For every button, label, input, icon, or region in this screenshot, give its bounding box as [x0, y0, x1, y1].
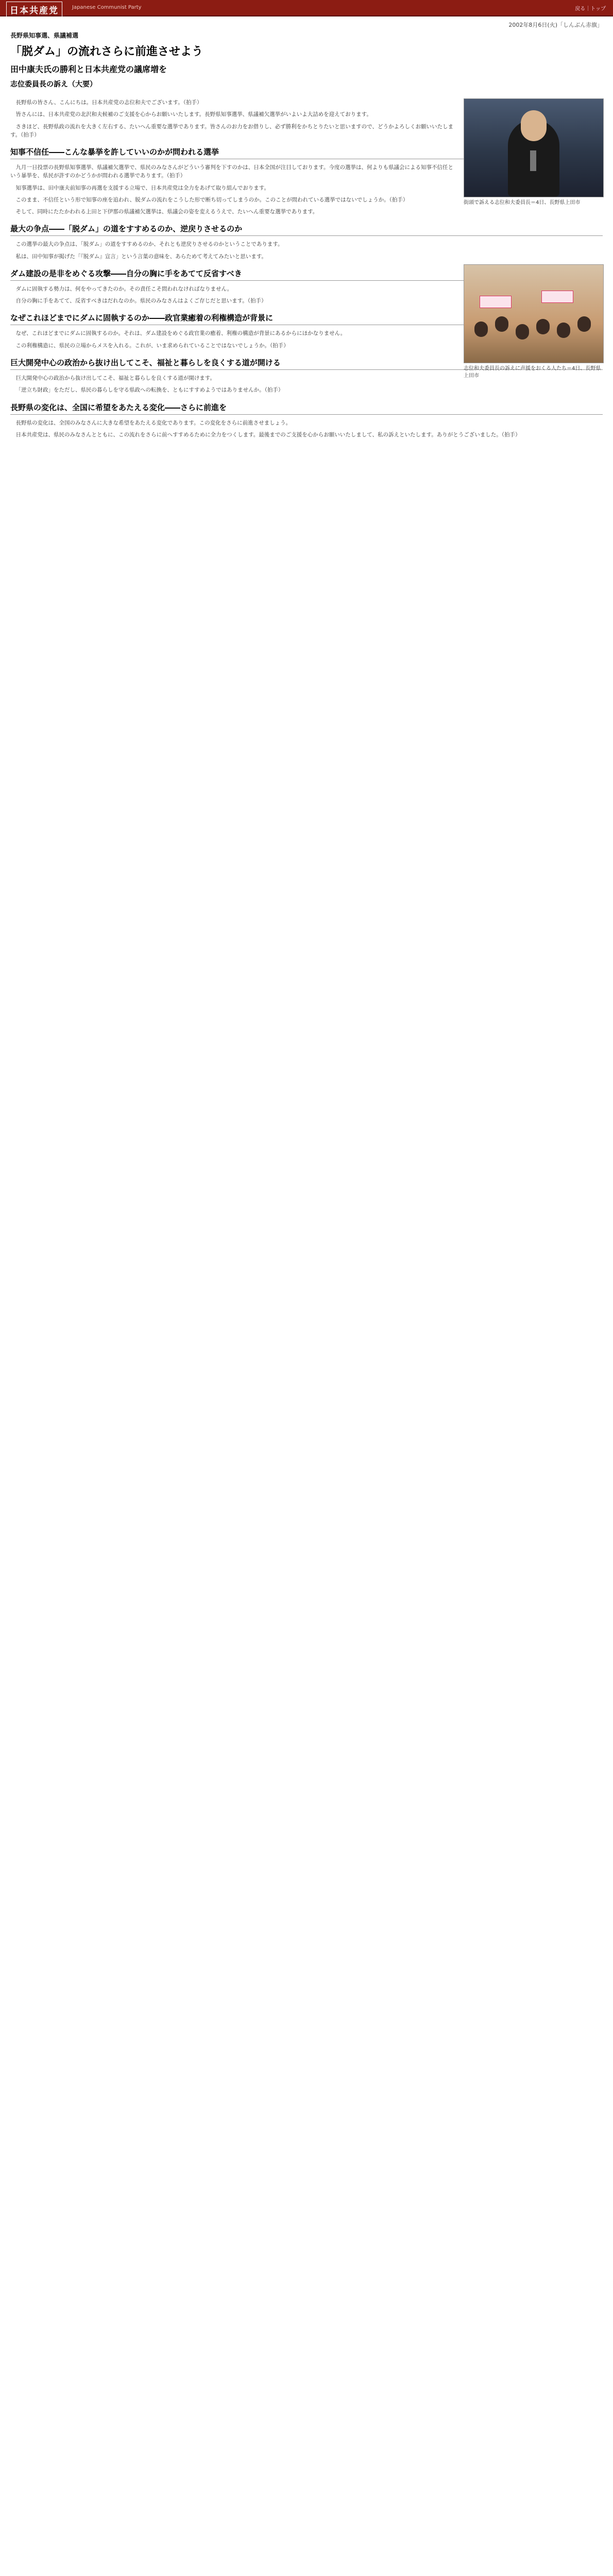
section-para: この利権構造に、県民の立場からメスを入れる。これが、いま求められていることではないでしょうか。（拍手）: [15, 342, 289, 349]
section-para: 自分の胸に手をあてて、反省すべきはだれなのか。県民のみなさんはよくご存じだと思います。（拍手）: [15, 298, 267, 304]
intro-para: さきほど、長野県政の流れを大きく左右する、たいへん重要な選挙であります。皆さんのお力をお借りし、必ず勝利をかちとりたいと思いますので、どうかよろしくお願いいたします。（拍手）: [10, 123, 453, 138]
photo-caption: 志位和夫委員長の訴えに声援をおくる人たち＝4日、長野県上田市: [464, 365, 601, 379]
photo-caption: 街頭で訴える志位和夫委員長＝4日、長野県上田市: [464, 200, 581, 206]
article-subtitle: 田中康夫氏の勝利と日本共産党の議席増を: [10, 64, 167, 74]
section-heading: 最大の争点――「脱ダム」の道をすすめるのか、逆戻りさせるのか: [10, 223, 603, 236]
crowd-photo: [464, 264, 604, 363]
article-speaker: 志位委員長の訴え（大要）: [10, 80, 97, 89]
section-para: 「逆立ち財政」をただし、県民の暮らしを守る県政への転換を、ともにすすめようではありませんか。（拍手）: [15, 387, 284, 394]
section-heading: 長野県の変化は、全国に希望をあたえる変化――さらに前進を: [10, 402, 603, 415]
section-para: このまま、不信任という形で知事の座を追われ、脱ダムの流れをこうした形で断ち切ってしまうのか。このことが問われている選挙ではないでしょうか。（拍手）: [15, 196, 408, 203]
intro-para: 皆さんには、日本共産党の北沢和夫候補のご支援を心からお願いいたします。長野県知事選挙、県議補欠選挙がいよいよ大詰めを迎えております。: [15, 111, 372, 118]
site-subtitle: Japanese Communist Party: [72, 5, 142, 10]
site-banner: [0, 0, 613, 16]
section-para: ダムに固執する勢力は、何をやってきたのか。その責任こそ問われなければなりません。: [15, 285, 233, 292]
section-heading: なぜこれほどまでにダムに固執するのか――政官業癒着の利権構造が背景に: [10, 312, 603, 325]
section-heading: 知事不信任――こんな暴挙を許していいのかが問われる選挙: [10, 146, 603, 159]
section-para: なぜ、これほどまでにダムに固執するのか。それは、ダム建設をめぐる政官業の癒着、利権の構造が背景にあるからにほかなりません。: [15, 330, 346, 337]
section-para: 九月一日投票の長野県知事選挙、県議補欠選挙で、県民のみなさんがどういう審判を下すのかは、日本全国が注目しております。今度の選挙は、何よりも県議会による知事不信任という暴挙を、県民が許すのかどうかが問われる選挙であります。（拍手）: [10, 164, 453, 179]
nav-tools[interactable]: 戻る｜トップ: [575, 6, 606, 12]
article-title: 「脱ダム」の流れさらに前進させよう: [10, 45, 203, 58]
section-heading: ダム建設の是非をめぐる攻撃――自分の胸に手をあてて反省すべき: [10, 268, 603, 281]
section-heading: 巨大開発中心の政治から抜け出してこそ、福祉と暮らしを良くする道が開ける: [10, 357, 603, 370]
section-para: この選挙の最大の争点は、「脱ダム」の道をすすめるのか、それとも逆戻りさせるのかということであります。: [15, 241, 283, 248]
section-para: そして、同時にたたかわれる上田と下伊那の県議補欠選挙は、県議会の姿を変えるうえで、たいへん重要な選挙であります。: [15, 209, 318, 215]
section-para: 巨大開発中心の政治から抜け出してこそ、福祉と暮らしを良くする道が開けます。: [15, 375, 215, 381]
intro-para: 長野県の皆さん、こんにちは。日本共産党の志位和夫でございます。（拍手）: [15, 99, 202, 106]
section-para: 日本共産党は、県民のみなさんとともに、この流れをさらに前へすすめるために全力をつくします。最後までのご支援を心からお願いいたしまして、私の訴えといたします。ありがとうございました。（拍手）: [15, 431, 521, 438]
article: [10, 31, 603, 443]
speaker-photo: [464, 98, 604, 197]
site-logo[interactable]: 日本共産党: [6, 2, 62, 18]
section-para: 長野県の変化は、全国のみなさんに大きな希望をあたえる変化であります。この変化をさらに前進させましょう。: [15, 419, 292, 426]
photo-speaker: [464, 98, 603, 207]
article-lead: 長野県知事選、県議補選: [10, 32, 79, 39]
article-date: 2002年8月6日(火)「しんぶん赤旗」: [508, 22, 603, 28]
section-para: 私は、田中知事が掲げた「『脱ダム』宣言」という言葉の意味を、あらためて考えてみたいと思います。: [15, 253, 267, 260]
section-para: 知事選挙は、田中康夫前知事の再選を支援する立場で、日本共産党は全力をあげて取り組んでおります。: [15, 184, 269, 191]
photo-crowd: [464, 264, 603, 380]
